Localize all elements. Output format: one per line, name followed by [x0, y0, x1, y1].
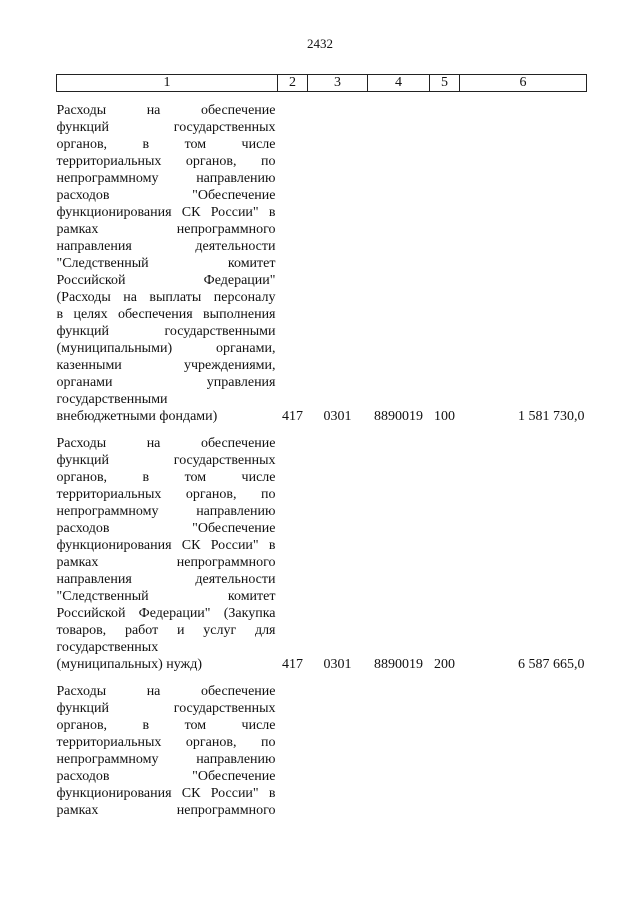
- section-code: [308, 683, 368, 819]
- description-line: органов, в том числе: [56, 137, 276, 152]
- row-spacer-cell: [57, 425, 587, 435]
- description-line: непрограммному направлению: [56, 504, 276, 519]
- description-line: внебюджетными фондами): [56, 409, 218, 424]
- header-col-2: 2: [278, 75, 308, 92]
- header-row: [57, 75, 587, 92]
- description-line: казенными учреждениями,: [56, 358, 276, 373]
- row-spacer-cell: [57, 673, 587, 683]
- row-spacer: [57, 673, 587, 683]
- page-number: 2432: [307, 36, 333, 51]
- header-col-1: 1: [57, 75, 278, 92]
- row-spacer: [57, 92, 587, 103]
- description-line: функционирования СК России" в: [56, 786, 276, 801]
- amount-value: 6 587 665,0: [518, 657, 585, 672]
- description-line: Расходы на обеспечение: [56, 103, 276, 118]
- description-line: функционирования СК России" в: [56, 205, 276, 220]
- table-row: [57, 683, 587, 819]
- description-line: органов, в том числе: [56, 718, 276, 733]
- description-line: Российской Федерации": [56, 273, 276, 288]
- description-line: функций государственными: [56, 324, 276, 339]
- description-line: функций государственных: [56, 120, 276, 135]
- table-row: [57, 435, 587, 673]
- description-line: непрограммному направлению: [56, 171, 276, 186]
- description-line: рамках непрограммного: [56, 222, 276, 237]
- expense-description: [57, 683, 278, 819]
- description-line: государственных: [56, 640, 159, 655]
- amount-value: 1 581 730,0: [518, 409, 585, 424]
- header-col-5: 5: [430, 75, 460, 92]
- description-line: Расходы на обеспечение: [56, 436, 276, 451]
- description-line: рамках непрограммного: [56, 555, 276, 570]
- ministry-code: 417: [282, 657, 303, 672]
- description-line: "Следственный комитет: [56, 589, 276, 604]
- expense-description: [57, 102, 278, 425]
- description-line: функций государственных: [56, 701, 276, 716]
- description-line: Российской Федерации" (Закупка: [56, 606, 276, 621]
- header-col-4: 4: [368, 75, 430, 92]
- header-col-3: 3: [308, 75, 368, 92]
- target-article-code: [368, 683, 430, 819]
- description-line: органами управления: [56, 375, 276, 390]
- description-line: рамках непрограммного: [56, 803, 276, 818]
- ministry-code: 417: [282, 409, 303, 424]
- description-line: непрограммному направлению: [56, 752, 276, 767]
- row-spacer: [57, 425, 587, 435]
- description-line: государственными: [56, 392, 168, 407]
- amount-value: [460, 683, 587, 819]
- expense-type-code: [430, 683, 460, 819]
- description-line: товаров, работ и услуг для: [56, 623, 276, 638]
- description-line: расходов "Обеспечение: [56, 188, 276, 203]
- expense-type-code: 100: [434, 409, 455, 424]
- target-article-code: 8890019: [374, 657, 423, 672]
- description-line: направления деятельности: [56, 572, 276, 587]
- description-line: "Следственный комитет: [56, 256, 276, 271]
- description-line: направления деятельности: [56, 239, 276, 254]
- description-line: территориальных органов, по: [56, 154, 276, 169]
- description-line: территориальных органов, по: [56, 487, 276, 502]
- expense-type-code: 200: [434, 657, 455, 672]
- description-line: расходов "Обеспечение: [56, 769, 276, 784]
- header-col-6: 6: [460, 75, 587, 92]
- section-code: 0301: [323, 409, 352, 424]
- ministry-code: [278, 683, 308, 819]
- description-line: (муниципальными) органами,: [56, 341, 276, 356]
- description-line: расходов "Обеспечение: [56, 521, 276, 536]
- target-article-code: 8890019: [374, 409, 423, 424]
- description-line: (Расходы на выплаты персоналу: [56, 290, 276, 305]
- description-line: органов, в том числе: [56, 470, 276, 485]
- table-row: [57, 102, 587, 425]
- description-line: функций государственных: [56, 453, 276, 468]
- description-line: в целях обеспечения выполнения: [56, 307, 276, 322]
- section-code: 0301: [323, 657, 352, 672]
- description-line: Расходы на обеспечение: [56, 684, 276, 699]
- row-spacer-cell: [57, 92, 587, 103]
- description-line: функционирования СК России" в: [56, 538, 276, 553]
- description-line: (муниципальных) нужд): [56, 657, 203, 672]
- description-line: территориальных органов, по: [56, 735, 276, 750]
- expense-description: [57, 435, 278, 673]
- budget-table: [56, 74, 587, 819]
